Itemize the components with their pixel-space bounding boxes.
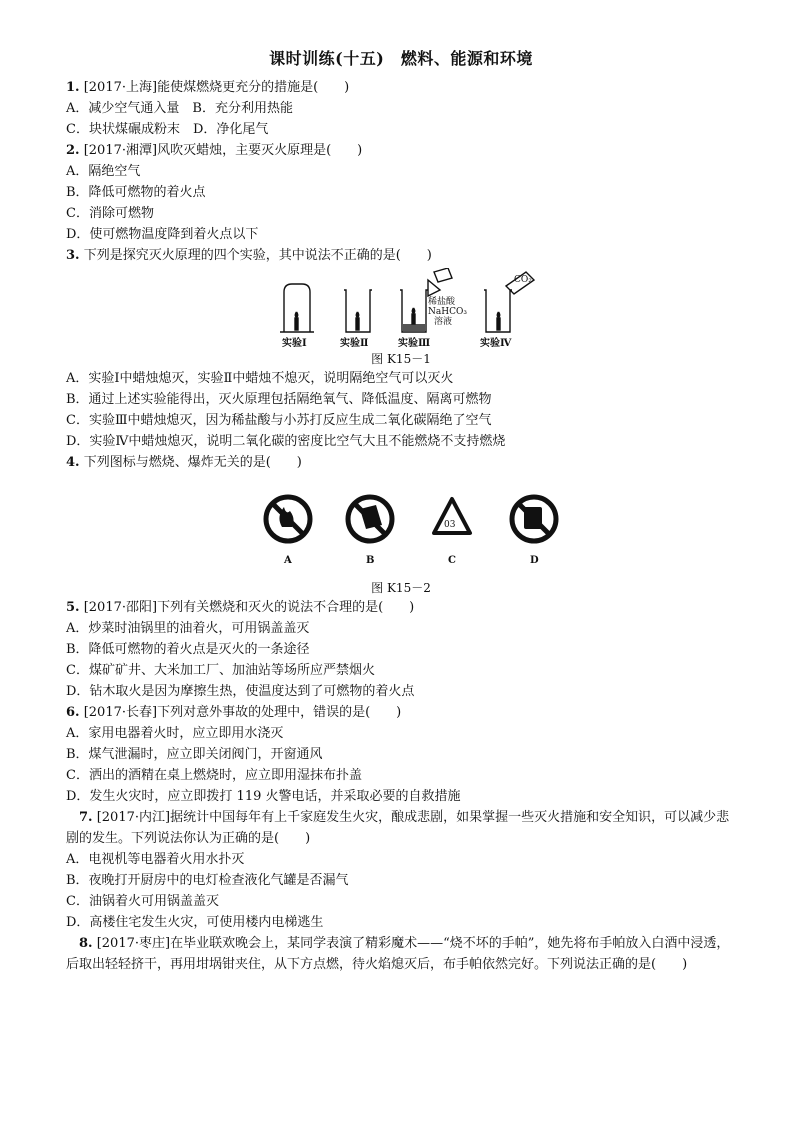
question-1 bbox=[66, 77, 736, 98]
sign-label: B bbox=[366, 555, 375, 566]
question-6 bbox=[66, 702, 736, 723]
gas-label: CO₂ bbox=[514, 275, 532, 285]
question-text: [2017·内江]据统计中国每年有上千家庭发生火灾，酿成悲剧，如果掌握一些灭火措施和安全知识，可以减少悲剧的发生。下列说法你认为正确的是( ) bbox=[66, 810, 730, 846]
option: C．油锅着火可用锅盖盖灭 bbox=[66, 894, 219, 909]
option: D．实验Ⅳ中蜡烛熄灭，说明二氧化碳的密度比空气大且不能燃烧不支持燃烧 bbox=[66, 434, 506, 449]
candle-icon bbox=[412, 314, 415, 324]
option: A．隔绝空气 bbox=[66, 164, 141, 179]
experiment-2-beaker bbox=[344, 290, 372, 332]
experiment-label: 实验Ⅳ bbox=[480, 338, 512, 349]
option: A．实验Ⅰ中蜡烛熄灭，实验Ⅱ中蜡烛不熄灭，说明隔绝空气可以灭火 bbox=[66, 371, 454, 386]
flame-icon bbox=[412, 308, 415, 314]
option: B．通过上述实验能得出，灭火原理包括隔绝氧气、降低温度、隔离可燃物 bbox=[66, 392, 492, 407]
sign-d-no-fire-barrel-icon bbox=[512, 497, 556, 541]
figure-k15-1 bbox=[66, 268, 736, 350]
option: C．实验Ⅲ中蜡烛熄灭，因为稀盐酸与小苏打反应生成二氧化碳隔绝了空气 bbox=[66, 413, 492, 428]
option: D．钻木取火是因为摩擦生热，使温度达到了可燃物的着火点 bbox=[66, 684, 415, 699]
candle-experiments-diagram bbox=[278, 268, 538, 350]
sign-a-no-burning-icon bbox=[266, 497, 310, 541]
option: B．夜晚打开厨房中的电灯检查液化气罐是否漏气 bbox=[66, 873, 349, 888]
experiment-1-bell-jar bbox=[280, 284, 314, 332]
experiment-label: 实验Ⅲ bbox=[398, 338, 431, 349]
question-number: 1. bbox=[66, 80, 80, 95]
page-title: 课时训练(十五) 燃料、能源和环境 bbox=[269, 49, 533, 68]
option: D．使可燃物温度降到着火点以下 bbox=[66, 227, 259, 242]
question-5 bbox=[66, 597, 736, 618]
question-number: 8. bbox=[79, 936, 93, 951]
question-text: [2017·长春]下列对意外事故的处理中，错误的是( ) bbox=[83, 705, 402, 720]
flame-icon bbox=[356, 312, 359, 318]
sign-label: D bbox=[530, 555, 539, 566]
question-text: 下列图标与燃烧、爆炸无关的是( ) bbox=[83, 455, 302, 470]
question-text: [2017·湘潭]风吹灭蜡烛，主要灭火原理是( ) bbox=[83, 143, 363, 158]
sign-label: A bbox=[284, 555, 292, 566]
safety-signs-diagram bbox=[262, 493, 562, 573]
question-number: 2. bbox=[66, 143, 80, 158]
question-number: 6. bbox=[66, 705, 80, 720]
liquid-fill bbox=[403, 324, 425, 331]
option-row: C．块状煤碾成粉末 D．净化尾气 bbox=[66, 122, 269, 137]
option: C．煤矿矿井、大米加工厂、加油站等场所应严禁烟火 bbox=[66, 663, 375, 678]
question-number: 3. bbox=[66, 248, 80, 263]
option-row: A．减少空气通入量 B．充分利用热能 bbox=[66, 101, 293, 116]
candle-icon bbox=[497, 318, 500, 330]
question-4 bbox=[66, 452, 736, 473]
option: D．发生火灾时，应立即拨打 119 火警电话，并采取必要的自救措施 bbox=[66, 789, 461, 804]
sign-c-recycle-icon bbox=[434, 499, 470, 533]
question-text: [2017·邵阳]下列有关燃烧和灭火的说法不合理的是( ) bbox=[83, 600, 415, 615]
option: A．电视机等电器着火用水扑灭 bbox=[66, 852, 245, 867]
recycle-code: 03 bbox=[444, 520, 456, 530]
option: B．降低可燃物的着火点 bbox=[66, 185, 206, 200]
sign-b-no-explosives-icon bbox=[348, 497, 392, 541]
reagent-label: 稀盐酸 bbox=[428, 297, 456, 307]
question-number: 5. bbox=[66, 600, 80, 615]
question-text: [2017·上海]能使煤燃烧更充分的措施是( ) bbox=[83, 80, 350, 95]
option: C．消除可燃物 bbox=[66, 206, 154, 221]
option: A．家用电器着火时，应立即用水浇灭 bbox=[66, 726, 284, 741]
question-number: 4. bbox=[66, 455, 80, 470]
question-3 bbox=[66, 245, 736, 266]
option: B．煤气泄漏时，应立即关闭阀门，开窗通风 bbox=[66, 747, 323, 762]
question-2 bbox=[66, 140, 736, 161]
candle-icon bbox=[356, 318, 359, 330]
reagent-label: 溶液 bbox=[434, 317, 453, 327]
experiment-label: 实验Ⅱ bbox=[340, 338, 369, 349]
figure-k15-2 bbox=[66, 493, 736, 579]
option: D．高楼住宅发生火灾，可使用楼内电梯逃生 bbox=[66, 915, 324, 930]
question-text: 下列是探究灭火原理的四个实验，其中说法不正确的是( ) bbox=[83, 248, 432, 263]
flame-icon bbox=[497, 312, 500, 318]
question-7 bbox=[66, 807, 736, 849]
question-text: [2017·枣庄]在毕业联欢晚会上，某同学表演了精彩魔术——“烧不坏的手帕”，她先将布手帕放入白酒中浸透，后取出轻轻挤干，再用坩埚钳夹住，从下方点燃，待火焰熄灭后，布手帕依然完好。下列说法正确的是( ) bbox=[66, 936, 730, 972]
option: B．降低可燃物的着火点是灭火的一条途径 bbox=[66, 642, 310, 657]
reagent-label: NaHCO₃ bbox=[428, 307, 467, 317]
option: A．炒菜时油锅里的油着火，可用锅盖盖灭 bbox=[66, 621, 310, 636]
figure-caption: 图 K15－2 bbox=[371, 581, 431, 595]
sign-label: C bbox=[448, 555, 456, 566]
figure-caption: 图 K15－1 bbox=[371, 352, 431, 366]
candle-icon bbox=[295, 318, 298, 330]
worksheet-page bbox=[66, 42, 736, 975]
pouring-hand-icon bbox=[434, 268, 452, 282]
option: C．洒出的酒精在桌上燃烧时，应立即用湿抹布扑盖 bbox=[66, 768, 362, 783]
question-number: 7. bbox=[79, 810, 93, 825]
question-8 bbox=[66, 933, 736, 975]
experiment-label: 实验Ⅰ bbox=[282, 338, 307, 349]
flame-icon bbox=[295, 312, 298, 318]
